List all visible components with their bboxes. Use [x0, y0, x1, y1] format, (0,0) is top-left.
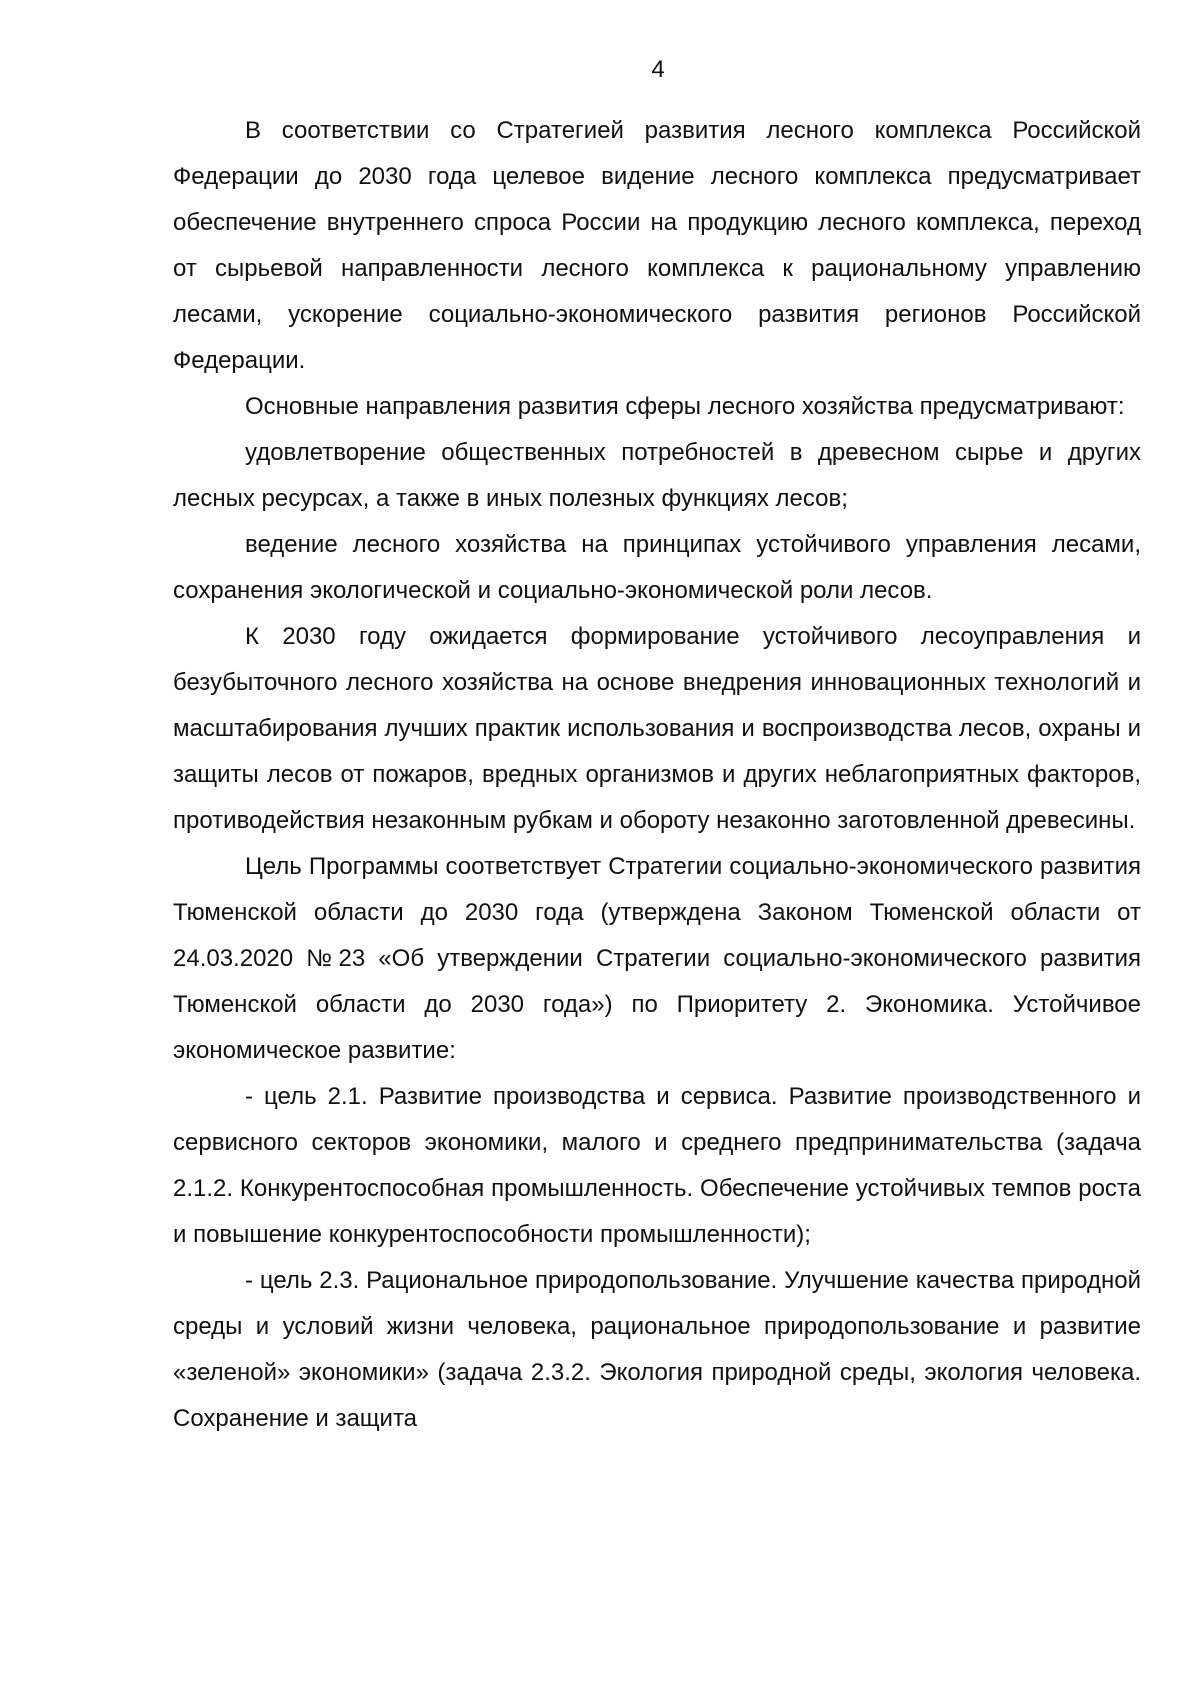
paragraph-goal-2-1: - цель 2.1. Развитие производства и сервиса. Развитие производственного и сервисного секторов экономики, малого и среднего предпринимательства (задача 2.1.2. Конкурентоспособная промышленность. Обеспечение устойчивых темпов роста и повышение конкурентоспособности промышленности);: [173, 1083, 1141, 1248]
paragraph-2030-expectations: К 2030 году ожидается формирование устойчивого лесоуправления и безубыточного лесного хозяйства на основе внедрения инновационных технологий и масштабирования лучших практик использования и воспроизводства лесов, охраны и защиты лесов от пожаров, вредных организмов и других неблагоприятных факторов, противодействия незаконным рубкам и обороту незаконно заготовленной древесины.: [173, 623, 1141, 834]
paragraph-program-goal: Цель Программы соответствует Стратегии социально-экономического развития Тюменской области до 2030 года (утверждена Законом Тюменской области от 24.03.2020 №23 «Об утверждении Стратегии социально-экономического развития Тюменской области до 2030 года») по Приоритету 2. Экономика. Устойчивое экономическое развитие:: [173, 853, 1141, 1064]
page-number: 4: [651, 56, 665, 83]
paragraph-strategy-forest-complex: В соответствии со Стратегией развития лесного комплекса Российской Федерации до 2030 года целевое видение лесного комплекса предусматривает обеспечение внутреннего спроса России на продукцию лесного комплекса, переход от сырьевой направленности лесного комплекса к рациональному управлению лесами, ускорение социально-экономического развития регионов Российской Федерации.: [173, 117, 1141, 374]
document-body: [173, 108, 1141, 1442]
paragraph-public-needs: удовлетворение общественных потребностей в древесном сырье и других лесных ресурсах, а также в иных полезных функциях лесов;: [173, 439, 1141, 512]
paragraph-sustainable-management: ведение лесного хозяйства на принципах устойчивого управления лесами, сохранения экологической и социально-экономической роли лесов.: [173, 531, 1141, 604]
paragraph-main-directions: Основные направления развития сферы лесного хозяйства предусматривают:: [245, 393, 1125, 420]
paragraph-goal-2-3: - цель 2.3. Рациональное природопользование. Улучшение качества природной среды и условий жизни человека, рациональное природопользование и развитие «зеленой» экономики» (задача 2.3.2. Экология природной среды, экология человека. Сохранение и защита: [173, 1267, 1141, 1432]
